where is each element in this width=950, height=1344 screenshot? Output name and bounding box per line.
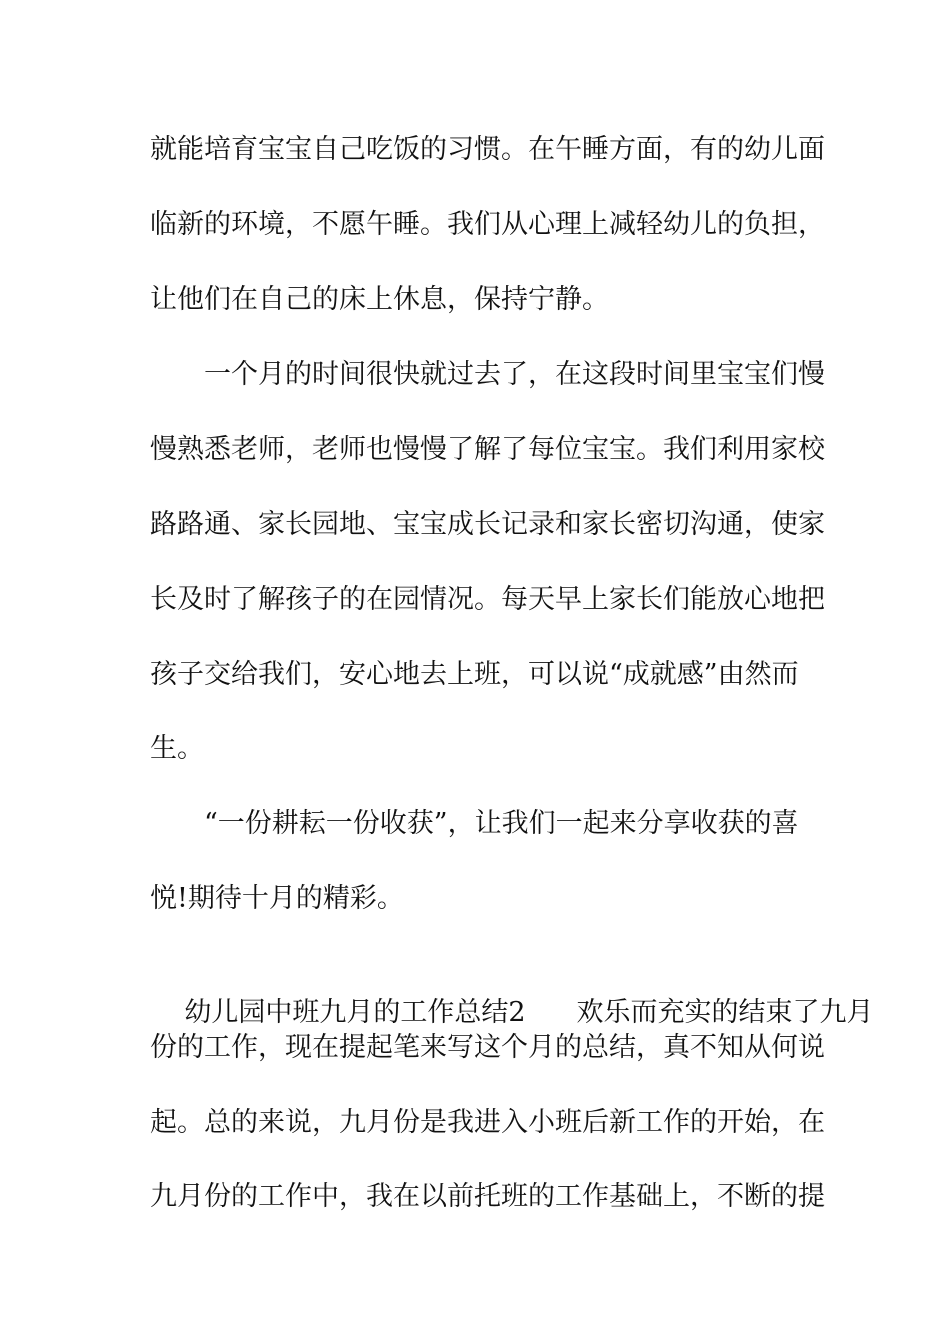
section-heading: 幼儿园中班九月的工作总结2: [184, 997, 526, 1028]
paragraph-line: 长及时了解孩子的在园情况。每天早上家长们能放心地把: [150, 584, 825, 615]
paragraph-line: 生。: [150, 733, 204, 764]
section-heading-line: [150, 953, 874, 1028]
paragraph-line: “一份耕耘一份收获”，让我们一起来分享收获的喜: [204, 808, 799, 839]
paragraph-line: 九月份的工作中，我在以前托班的工作基础上，不断的提: [150, 1181, 825, 1212]
section-first-text: 欢乐而充实的结束了九月: [576, 997, 874, 1028]
paragraph-line: 悦!期待十月的精彩。: [150, 883, 404, 914]
paragraph-line: 孩子交给我们，安心地去上班，可以说“成就感”由然而: [150, 659, 799, 690]
paragraph-line: 一个月的时间很快就过去了，在这段时间里宝宝们慢: [204, 359, 825, 390]
paragraph-line: 慢熟悉老师，老师也慢慢了解了每位宝宝。我们利用家校: [150, 434, 825, 465]
paragraph-line: 临新的环境，不愿午睡。我们从心理上减轻幼儿的负担，: [150, 209, 825, 240]
paragraph-line: 起。总的来说，九月份是我进入小班后新工作的开始，在: [150, 1107, 825, 1138]
paragraph-line: 路路通、家长园地、宝宝成长记录和家长密切沟通，使家: [150, 509, 825, 540]
paragraph-line: 份的工作，现在提起笔来写这个月的总结，真不知从何说: [150, 1032, 825, 1063]
paragraph-line: 让他们在自己的床上休息，保持宁静。: [150, 284, 609, 315]
paragraph-line: 就能培育宝宝自己吃饭的习惯。在午睡方面，有的幼儿面: [150, 134, 825, 165]
